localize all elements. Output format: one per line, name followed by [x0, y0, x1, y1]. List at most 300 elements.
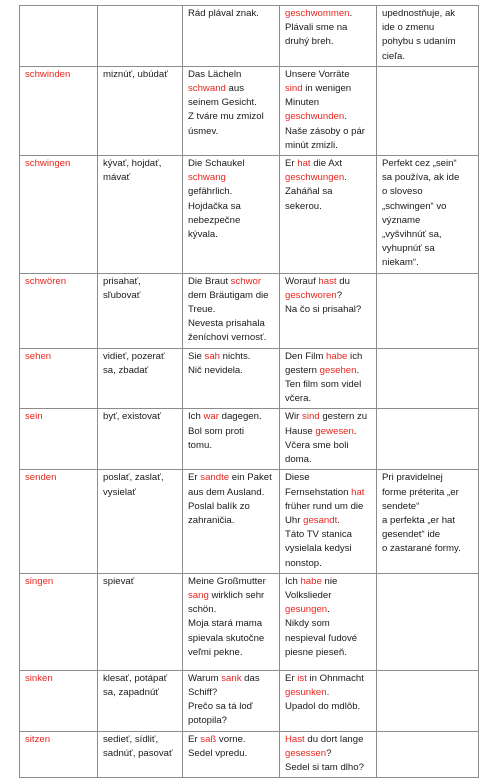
text-segment: pohybu s udaním — [382, 36, 456, 48]
highlighted-verb-form: hast — [318, 275, 337, 287]
verb-cell — [20, 670, 98, 731]
text-segment: nichts. — [220, 350, 251, 362]
text-segment: Die Schaukel — [188, 158, 245, 170]
text-segment: Upadol do mdlôb. — [285, 701, 361, 713]
text-segment: du dort lange — [304, 733, 364, 745]
note-cell-line — [382, 242, 473, 256]
highlighted-verb-form: schwang — [188, 172, 226, 184]
perfect-cell — [280, 670, 377, 731]
text-segment: Naše zásoby o pár — [285, 125, 365, 137]
note-cell-line — [382, 500, 473, 514]
preterit-cell — [183, 573, 280, 670]
meaning-line: kývať, hojdať, — [103, 158, 162, 170]
perfect-cell-line — [285, 453, 371, 467]
text-segment: aus — [225, 83, 245, 95]
text-segment: Poslal balík zo — [188, 500, 250, 512]
note-cell — [377, 409, 479, 470]
preterit-cell — [183, 470, 280, 573]
verb-cell — [20, 348, 98, 409]
text-segment: gestern zu — [319, 411, 368, 423]
preterit-cell-line — [188, 486, 274, 500]
text-segment: Er — [188, 472, 201, 484]
text-segment: význame — [382, 214, 421, 226]
verb-cell — [20, 409, 98, 470]
perfect-cell-line — [285, 747, 371, 761]
perfect-cell — [280, 6, 377, 67]
note-cell-line — [382, 256, 473, 270]
preterit-cell — [183, 409, 280, 470]
verb-table — [19, 5, 479, 778]
text-segment: dagegen. — [218, 411, 262, 423]
text-segment: Das Lächeln — [188, 68, 242, 80]
preterit-cell-line — [188, 350, 274, 364]
verb-cell — [20, 470, 98, 573]
text-segment: potopila? — [188, 715, 227, 727]
meaning-cell — [98, 573, 183, 670]
perfect-cell — [280, 470, 377, 573]
perfect-cell-line — [285, 410, 371, 424]
verb-cell — [20, 66, 98, 155]
text-segment: ? — [326, 747, 332, 759]
verb-cell — [20, 6, 98, 67]
text-segment: Nič nevidela. — [188, 364, 243, 376]
perfect-cell-line — [285, 185, 371, 199]
perfect-cell-line — [285, 589, 371, 603]
perfect-cell-line — [285, 21, 371, 35]
text-segment: früher rund um die — [285, 500, 364, 512]
meaning-line: spievať — [103, 575, 135, 587]
preterit-cell — [183, 6, 280, 67]
perfect-cell-line — [285, 82, 371, 96]
preterit-cell-line — [188, 214, 274, 228]
text-segment: Er — [285, 158, 298, 170]
highlighted-verb-form: gesandt — [303, 514, 338, 526]
text-segment: forme préterita „er — [382, 486, 459, 498]
perfect-cell-line — [285, 471, 371, 485]
meaning-cell — [98, 348, 183, 409]
text-segment: sa používa, ak ide — [382, 172, 460, 184]
note-cell — [377, 156, 479, 274]
text-segment: ide o zmenu — [382, 22, 435, 34]
text-segment: ich — [347, 350, 363, 362]
preterit-cell-line — [188, 200, 274, 214]
text-segment: seinem Gesicht. — [188, 97, 257, 109]
text-segment: veľmi pekne. — [188, 646, 243, 658]
text-segment: nespieval ľudové — [285, 632, 358, 644]
note-cell — [377, 348, 479, 409]
highlighted-verb-form: hat — [351, 486, 365, 498]
note-cell-line — [382, 542, 473, 556]
note-cell — [377, 470, 479, 573]
perfect-cell-line — [285, 35, 371, 49]
perfect-cell — [280, 409, 377, 470]
meaning-cell — [98, 409, 183, 470]
preterit-cell-line — [188, 439, 274, 453]
table-row — [20, 348, 479, 409]
note-cell — [377, 273, 479, 348]
perfect-cell-line — [285, 672, 371, 686]
meaning-line: sa, zapadnúť — [103, 686, 159, 698]
note-cell — [377, 66, 479, 155]
perfect-cell-line — [285, 617, 371, 631]
highlighted-verb-form: sang — [188, 589, 209, 601]
highlighted-verb-form: sandte — [200, 472, 230, 484]
preterit-cell-line — [188, 317, 274, 331]
highlighted-verb-form: sank — [221, 672, 242, 684]
preterit-cell-line — [188, 632, 274, 646]
preterit-cell-line — [188, 733, 274, 747]
table-row — [20, 573, 479, 670]
text-segment: zahraničia. — [188, 514, 235, 526]
perfect-cell-line — [285, 761, 371, 775]
meaning-line: sľubovať — [103, 289, 141, 301]
note-cell — [377, 573, 479, 670]
perfect-cell-line — [285, 514, 371, 528]
text-segment: Na čo si prisahal? — [285, 304, 362, 316]
preterit-cell-line — [188, 364, 274, 378]
text-segment: kývala. — [188, 229, 218, 241]
text-segment: Sedel vpredu. — [188, 747, 248, 759]
preterit-cell-line — [188, 185, 274, 199]
text-segment: piesne pieseň. — [285, 646, 347, 658]
text-segment: „vyšvihnúť sa, — [382, 229, 442, 241]
table-row — [20, 6, 479, 67]
meaning-line: poslať, zaslať, — [103, 472, 164, 484]
perfect-cell-line — [285, 575, 371, 589]
perfect-cell — [280, 573, 377, 670]
table-row — [20, 409, 479, 470]
verb-cell — [20, 573, 98, 670]
text-segment: včera. — [285, 393, 312, 405]
perfect-cell-line — [285, 68, 371, 82]
perfect-cell-line — [285, 303, 371, 317]
preterit-cell-line — [188, 747, 274, 761]
text-segment: „schwingen“ vo — [382, 200, 447, 212]
highlighted-verb-form: sind — [302, 411, 320, 423]
perfect-cell — [280, 348, 377, 409]
perfect-cell-line — [285, 364, 371, 378]
note-cell-line — [382, 50, 473, 64]
text-segment: Die Braut — [188, 275, 231, 287]
preterit-cell — [183, 670, 280, 731]
perfect-cell-line — [285, 542, 371, 556]
perfect-cell — [280, 273, 377, 348]
text-segment: cieľa. — [382, 50, 406, 62]
text-segment: vorne. — [216, 733, 246, 745]
preterit-cell-line — [188, 110, 274, 124]
text-segment: Minuten — [285, 97, 320, 109]
highlighted-verb-form: geschwungen — [285, 172, 345, 184]
text-segment: Fernsehstation — [285, 486, 352, 498]
note-cell-line — [382, 200, 473, 214]
perfect-cell-line — [285, 110, 371, 124]
highlighted-verb-form: geschwommen — [285, 8, 350, 19]
meaning-line: sa, zbadať — [103, 364, 149, 376]
highlighted-verb-form: hat — [297, 158, 311, 170]
perfect-cell-line — [285, 603, 371, 617]
preterit-cell-line — [188, 289, 274, 303]
text-segment: Hause — [285, 425, 316, 437]
text-segment: upednostňuje, ak — [382, 8, 456, 19]
text-segment: Bol som proti — [188, 425, 244, 437]
preterit-cell-line — [188, 68, 274, 82]
note-cell-line — [382, 528, 473, 542]
text-segment: sekerou. — [285, 200, 322, 212]
text-segment: Prečo sa tá loď — [188, 701, 253, 713]
preterit-cell-line — [188, 471, 274, 485]
verb-infinitive: schwinden — [25, 68, 71, 80]
preterit-cell-line — [188, 617, 274, 631]
text-segment: Nevesta prisahala — [188, 318, 265, 330]
highlighted-verb-form: Hast — [285, 733, 305, 745]
preterit-cell-line — [188, 686, 274, 700]
text-segment: Ich — [188, 411, 204, 423]
preterit-cell-line — [188, 589, 274, 603]
note-cell-line — [382, 35, 473, 49]
preterit-cell-line — [188, 331, 274, 345]
text-segment: . — [349, 8, 353, 19]
text-segment: Volkslieder — [285, 589, 332, 601]
text-segment: Pri pravidelnej — [382, 472, 443, 484]
perfect-cell-line — [285, 378, 371, 392]
preterit-cell — [183, 66, 280, 155]
text-segment: . — [344, 111, 347, 123]
note-cell-line — [382, 157, 473, 171]
text-segment: sendete“ — [382, 500, 420, 512]
text-segment: Den Film — [285, 350, 327, 362]
perfect-cell-line — [285, 157, 371, 171]
perfect-cell-line — [285, 7, 371, 21]
verb-infinitive: schwingen — [25, 158, 71, 170]
preterit-cell-line — [188, 500, 274, 514]
preterit-cell-line — [188, 410, 274, 424]
perfect-cell-line — [285, 350, 371, 364]
meaning-cell — [98, 273, 183, 348]
meaning-cell — [98, 156, 183, 274]
text-segment: nonstop. — [285, 557, 322, 569]
text-segment: dem Bräutigam die — [188, 289, 269, 301]
text-segment: nie — [321, 575, 338, 587]
text-segment: . — [353, 425, 357, 437]
verb-infinitive: sehen — [25, 350, 52, 362]
text-segment: Plávali sme na — [285, 22, 348, 34]
note-cell — [377, 6, 479, 67]
highlighted-verb-form: ist — [297, 672, 307, 684]
text-segment: druhý breh. — [285, 36, 334, 48]
text-segment: Sedel si tam dlho? — [285, 761, 364, 773]
perfect-cell-line — [285, 686, 371, 700]
preterit-cell-line — [188, 700, 274, 714]
highlighted-verb-form: habe — [300, 575, 322, 587]
text-segment: Zaháňal sa — [285, 186, 333, 198]
note-cell-line — [382, 171, 473, 185]
text-segment: Er — [285, 672, 298, 684]
text-segment: die Axt — [310, 158, 343, 170]
text-segment: . — [337, 514, 340, 526]
text-segment: Uhr — [285, 514, 304, 526]
highlighted-verb-form: geschwunden — [285, 111, 345, 123]
preterit-cell-line — [188, 575, 274, 589]
highlighted-verb-form: gesunken — [285, 686, 327, 698]
meaning-line: mávať — [103, 172, 131, 184]
verb-infinitive: schwören — [25, 275, 67, 287]
meaning-line: prisahať, — [103, 275, 141, 287]
perfect-cell-line — [285, 171, 371, 185]
text-segment: Warum — [188, 672, 222, 684]
note-cell-line — [382, 228, 473, 242]
meaning-cell — [98, 470, 183, 573]
perfect-cell-line — [285, 200, 371, 214]
text-segment: Nikdy som — [285, 618, 330, 630]
preterit-cell-line — [188, 171, 274, 185]
preterit-cell-line — [188, 157, 274, 171]
perfect-cell-line — [285, 425, 371, 439]
note-cell-line — [382, 486, 473, 500]
perfect-cell-line — [285, 486, 371, 500]
text-segment: . — [326, 686, 330, 698]
highlighted-verb-form: sah — [204, 350, 221, 362]
table-row — [20, 273, 479, 348]
text-segment: gestern — [285, 364, 320, 376]
highlighted-verb-form: gesungen — [285, 604, 328, 616]
text-segment: o zastarané formy. — [382, 543, 461, 555]
highlighted-verb-form: saß — [200, 733, 217, 745]
preterit-cell-line — [188, 7, 274, 21]
highlighted-verb-form: war — [203, 411, 219, 423]
preterit-cell-line — [188, 125, 274, 139]
meaning-line: sedieť, sídliť, — [103, 733, 159, 745]
preterit-cell-line — [188, 514, 274, 528]
meaning-line: vysielať — [103, 486, 136, 498]
highlighted-verb-form: schwor — [230, 275, 262, 287]
verb-cell — [20, 731, 98, 778]
text-segment: spievala skutočne — [188, 632, 265, 644]
text-segment: Táto TV stanica — [285, 529, 353, 541]
verb-infinitive: singen — [25, 575, 54, 587]
text-segment: tomu. — [188, 439, 212, 451]
meaning-line: sadnúť, pasovať — [103, 747, 173, 759]
text-segment: Meine Großmutter — [188, 575, 266, 587]
text-segment: nebezpečne — [188, 214, 241, 226]
meaning-cell — [98, 66, 183, 155]
text-segment: in Ohnmacht — [306, 672, 364, 684]
meaning-line: klesať, potápať — [103, 672, 168, 684]
verb-infinitive: senden — [25, 472, 57, 484]
highlighted-verb-form: gewesen — [315, 425, 354, 437]
text-segment: gefährlich. — [188, 186, 233, 198]
text-segment: wirklich sehr — [208, 589, 265, 601]
preterit-cell-line — [188, 714, 274, 728]
preterit-cell-line — [188, 425, 274, 439]
text-segment: Perfekt cez „sein“ — [382, 158, 457, 170]
perfect-cell-line — [285, 96, 371, 110]
table-row — [20, 670, 479, 731]
preterit-cell-line — [188, 82, 274, 96]
perfect-cell-line — [285, 500, 371, 514]
verb-cell — [20, 273, 98, 348]
text-segment: a perfekta „er hat — [382, 514, 456, 526]
text-segment: Sie — [188, 350, 205, 362]
perfect-cell-line — [285, 275, 371, 289]
text-segment: doma. — [285, 454, 312, 466]
verb-infinitive: sinken — [25, 672, 53, 684]
verb-cell — [20, 156, 98, 274]
text-segment: Z tváre mu zmizol — [188, 111, 264, 123]
text-segment: in wenigen — [302, 83, 352, 95]
perfect-cell-line — [285, 557, 371, 571]
meaning-line: vidieť, pozerať — [103, 350, 165, 362]
preterit-cell-line — [188, 275, 274, 289]
verb-infinitive: sein — [25, 411, 43, 423]
verb-infinitive: sitzen — [25, 733, 51, 745]
perfect-cell-line — [285, 700, 371, 714]
perfect-cell-line — [285, 392, 371, 406]
perfect-cell-line — [285, 632, 371, 646]
text-segment: minút zmizli. — [285, 139, 338, 151]
meaning-cell — [98, 670, 183, 731]
preterit-cell-line — [188, 646, 274, 660]
text-segment: vysielala kedysi — [285, 543, 352, 555]
text-segment: ein Paket — [229, 472, 272, 484]
text-segment: . — [327, 604, 330, 616]
text-segment: Treue. — [188, 304, 216, 316]
text-segment: Er — [188, 733, 201, 745]
preterit-cell-line — [188, 96, 274, 110]
text-segment: Ten film som videl — [285, 379, 362, 391]
verb-table-body — [20, 6, 479, 778]
note-cell-line — [382, 7, 473, 21]
note-cell — [377, 670, 479, 731]
text-segment: Moja stará mama — [188, 618, 263, 630]
text-segment: úsmev. — [188, 125, 219, 137]
text-segment: du — [336, 275, 350, 287]
text-segment: ženíchovi vernosť. — [188, 332, 267, 344]
meaning-cell — [98, 731, 183, 778]
table-row — [20, 66, 479, 155]
text-segment: schön. — [188, 604, 217, 616]
highlighted-verb-form: habe — [326, 350, 348, 362]
text-segment: Unsere Vorräte — [285, 68, 350, 80]
preterit-cell-line — [188, 672, 274, 686]
perfect-cell-line — [285, 733, 371, 747]
note-cell-line — [382, 214, 473, 228]
text-segment: Rád plával znak. — [188, 8, 259, 19]
table-row — [20, 470, 479, 573]
text-segment: Wir — [285, 411, 303, 423]
meaning-cell — [98, 6, 183, 67]
highlighted-verb-form: schwand — [188, 83, 226, 95]
text-segment: . — [356, 364, 360, 376]
preterit-cell — [183, 348, 280, 409]
preterit-cell — [183, 156, 280, 274]
text-segment: o sloveso — [382, 186, 423, 198]
perfect-cell — [280, 156, 377, 274]
note-cell-line — [382, 514, 473, 528]
perfect-cell-line — [285, 289, 371, 303]
preterit-cell-line — [188, 603, 274, 617]
perfect-cell-line — [285, 528, 371, 542]
highlighted-verb-form: sind — [285, 83, 303, 95]
highlighted-verb-form: geschworen — [285, 289, 337, 301]
text-segment: Ich — [285, 575, 301, 587]
text-segment: niekam“. — [382, 257, 419, 269]
text-segment: gesendet“ ide — [382, 529, 441, 541]
perfect-cell — [280, 731, 377, 778]
preterit-cell-line — [188, 303, 274, 317]
perfect-cell-line — [285, 439, 371, 453]
note-cell-line — [382, 471, 473, 485]
text-segment: Schiff? — [188, 686, 218, 698]
